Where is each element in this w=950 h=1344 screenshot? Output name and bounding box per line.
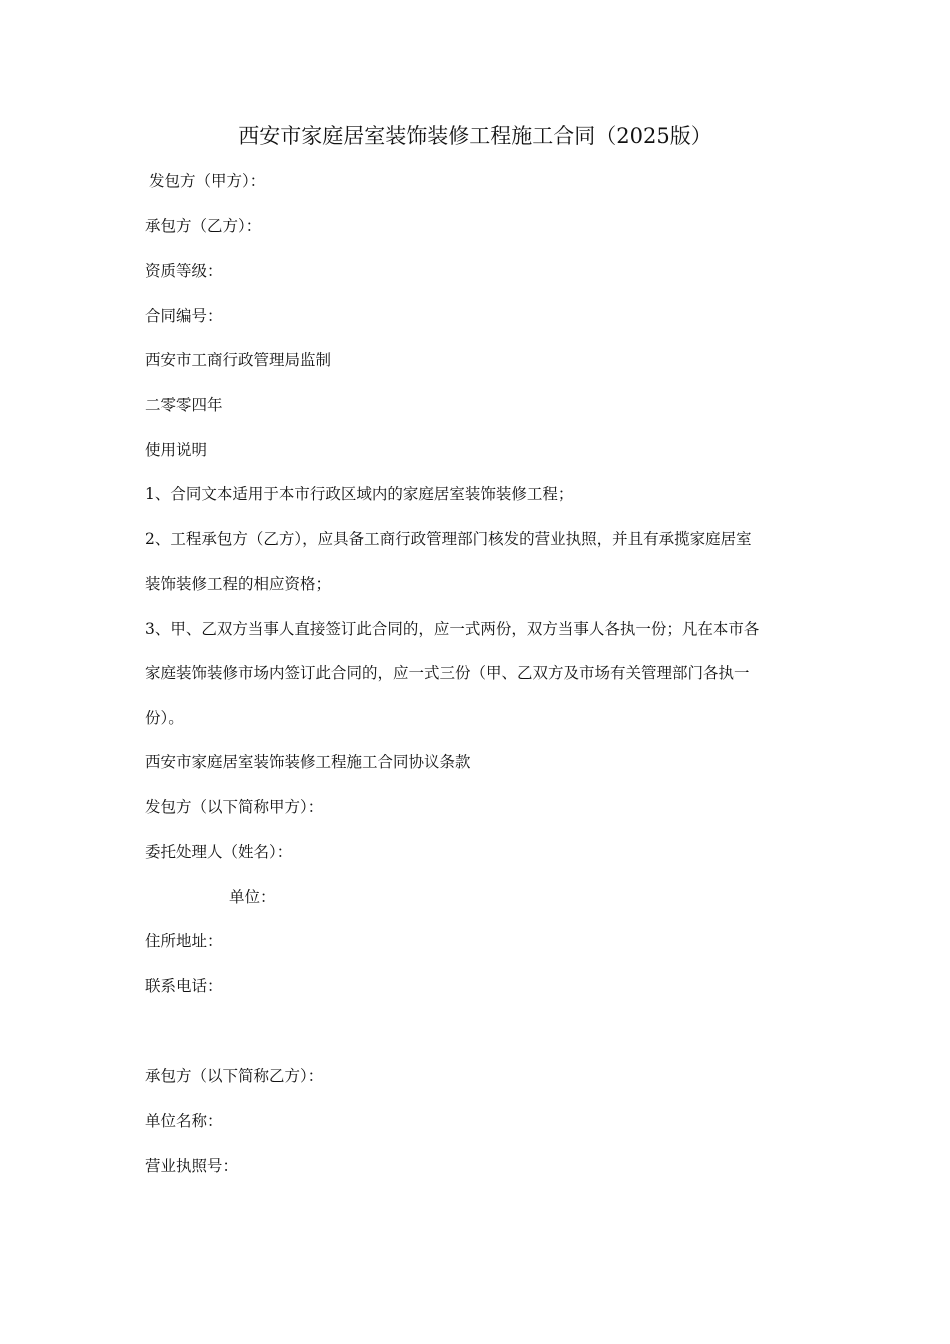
document-title: 西安市家庭居室装饰装修工程施工合同（2025版） bbox=[238, 124, 712, 148]
qualification-label: 资质等级： bbox=[145, 262, 223, 280]
usage-item-2-line-2: 装饰装修工程的相应资格； bbox=[145, 575, 332, 593]
year-line: 二零零四年 bbox=[145, 396, 223, 414]
unit-label: 单位： bbox=[229, 888, 276, 906]
address-label: 住所地址： bbox=[145, 932, 223, 950]
usage-item-3-line-1: 3、甲、乙双方当事人直接签订此合同的，应一式两份，双方当事人各执一份；凡在本市各 bbox=[145, 620, 760, 638]
business-license-label: 营业执照号： bbox=[145, 1157, 239, 1175]
usage-item-1: 1、合同文本适用于本市行政区域内的家庭居室装饰装修工程； bbox=[145, 485, 574, 503]
party-b-short-label: 承包方（以下简称乙方）： bbox=[145, 1067, 324, 1085]
party-b-label: 承包方（乙方）： bbox=[145, 217, 262, 235]
party-a-label: 发包方（甲方）： bbox=[149, 172, 266, 190]
usage-heading: 使用说明 bbox=[145, 441, 208, 459]
usage-item-3-line-3: 份）。 bbox=[145, 709, 184, 727]
party-a-short-label: 发包方（以下简称甲方）： bbox=[145, 798, 324, 816]
usage-item-2-line-1: 2、工程承包方（乙方），应具备工商行政管理部门核发的营业执照，并且有承揽家庭居室 bbox=[145, 530, 752, 548]
contract-number-label: 合同编号： bbox=[145, 307, 223, 325]
usage-item-3-line-2: 家庭装饰装修市场内签订此合同的，应一式三份（甲、乙双方及市场有关管理部门各执一 bbox=[145, 664, 750, 682]
agent-name-label: 委托处理人（姓名）： bbox=[145, 843, 293, 861]
supervisor-line: 西安市工商行政管理局监制 bbox=[145, 351, 332, 369]
company-name-label: 单位名称： bbox=[145, 1112, 223, 1130]
phone-label: 联系电话： bbox=[145, 977, 223, 995]
agreement-heading: 西安市家庭居室装饰装修工程施工合同协议条款 bbox=[145, 753, 471, 771]
